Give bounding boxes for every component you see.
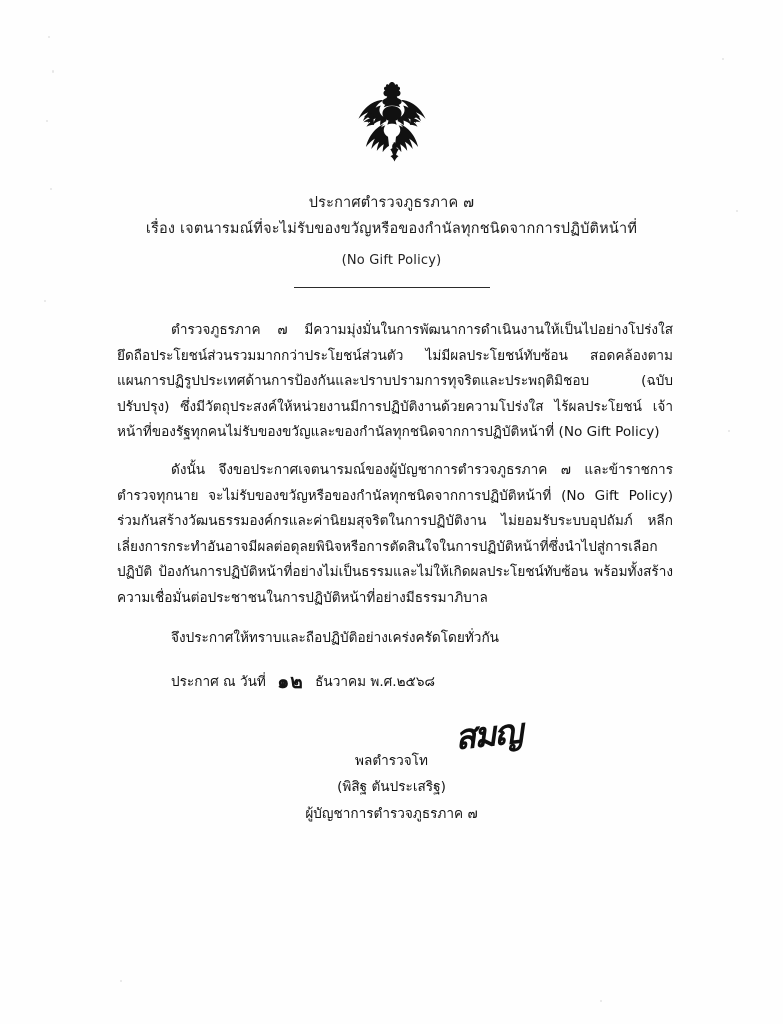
handwritten-signature: สมญ [453,711,524,759]
date-rest: ธันวาคม พ.ศ.๒๕๖๘ [315,674,435,691]
document-title: ประกาศตำรวจภูธรภาค ๗ [308,195,475,211]
closing-line [117,626,673,652]
date-prefix: ประกาศ ณ วันที่ [171,674,266,691]
document-subject: เรื่อง เจตนารมณ์ที่จะไม่รับของขวัญหรือของกำนัลทุกชนิดจากการปฏิบัติหน้าที่ [145,221,638,237]
scan-speckle [48,36,50,38]
garuda-emblem [340,78,444,170]
scan-speckle [120,980,122,982]
scan-speckle [728,430,730,432]
divider [294,287,490,288]
document-body [117,318,673,695]
scan-speckle [52,70,54,73]
emblem-container [0,78,783,170]
paragraph-2: ดังนั้น จึงขอประกาศเจตนารมณ์ของผู้บัญชาการตำรวจภูธรภาค ๗ และข้าราชการตำรวจทุกนาย จะไม่รับของขวัญหรือของกำนัลทุกชนิดจากการปฏิบัติหน้าที่ (No Gift Policy) ร่วมกันสร้างวัฒนธรรมองค์กรและค่านิยมสุจริตในการปฏิบัติงาน ไม่ยอมรับระบบอุปถัมภ์ หลีกเลี่ยงการกระทำอันอาจมีผลต่อดุลยพินิจหรือการตัดสินใจในการปฏิบัติหน้าที่ซึ่งนำไปสู่การเลือกปฏิบัติ ป้องกันการปฏิบัติหน้าที่อย่างไม่เป็นธรรมและไม่ให้เกิดผลประโยชน์ทับซ้อน พร้อมทั้งสร้างความเชื่อมั่นต่อประชาชนในการปฏิบัติหน้าที่อย่างมีธรรมาภิบาล [117,461,673,606]
scan-speckle [722,58,724,60]
document-subject-en: (No Gift Policy) [341,253,442,268]
paragraph-1: ตำรวจภูธรภาค ๗ มีความมุ่งมั่นในการพัฒนาการดำเนินงานให้เป็นไปอย่างโปร่งใส ยึดถือประโยชน์ส่วนรวมมากกว่าประโยชน์ส่วนตัว ไม่มีผลประโยชน์ทับซ้อน สอดคล้องตามแผนการปฏิรูปประเทศด้านการป้องกันและปราบปรามการทุจริตและประพฤติมิชอบ (ฉบับปรับปรุง) ซึ่งมีวัตถุประสงค์ให้หน่วยงานมีการปฏิบัติงานด้วยความโปร่งใส ไร้ผลประโยชน์ เจ้าหน้าที่ของรัฐทุกคนไม่รับของขวัญและของกำนัลทุกชนิดจากการปฏิบัติหน้าที่ (No Gift Policy) [117,322,673,441]
signer-rank-row [355,711,524,774]
signature-block [0,711,783,828]
date-line [117,667,673,695]
signer-name: (พิสิฐ ตันประเสริฐ) [337,779,446,795]
title-block [0,190,783,274]
date-day-handwritten: ๑๒ [277,671,304,694]
scan-speckle [44,300,46,302]
signer-rank: พลตำรวจโท [355,753,428,769]
closing-text: จึงประกาศให้ทราบและถือปฏิบัติอย่างเคร่งครัดโดยทั่วกัน [171,629,499,646]
scan-speckle [600,1000,602,1002]
signer-role: ผู้บัญชาการตำรวจภูธรภาค ๗ [305,806,478,822]
